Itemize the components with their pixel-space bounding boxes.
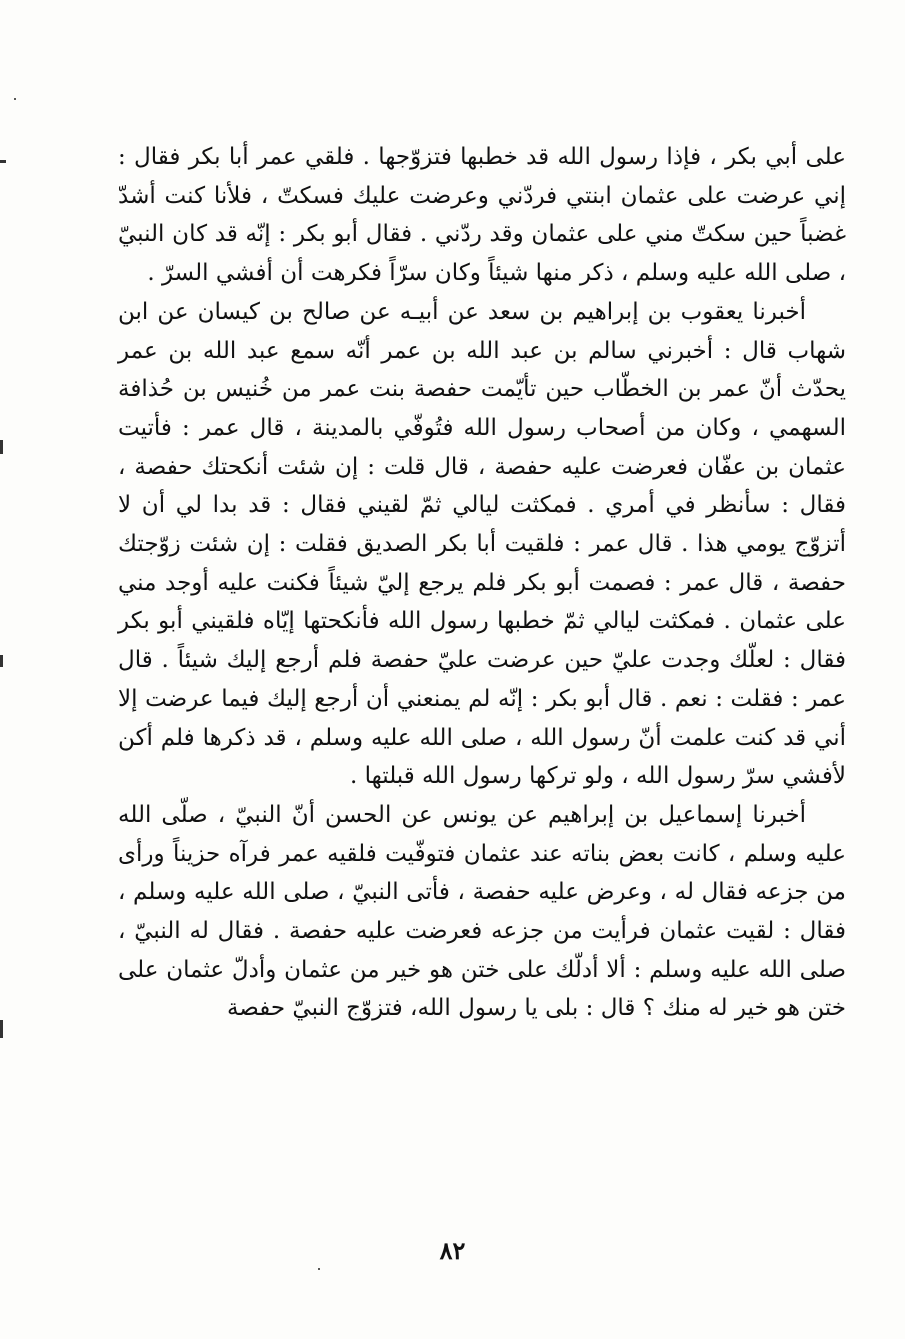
page-number: ٨٢: [439, 1236, 466, 1265]
body-text: [118, 138, 846, 1028]
scan-mark: [0, 655, 3, 667]
paragraph-3: أخبرنا إسماعيل بن إبراهيم عن يونس عن الحسن أنّ النبيّ ، صلّى الله عليه وسلم ، كانت بعض بناته عند عثمان فتوفّيت فلقيه عمر فرآه حزيناً ورأى من جزعه فقال له ، وعرض عليه حفصة ، فأتى النبيّ ، صلى الله عليه وسلم ، فقال : لقيت عثمان فرأيت من جزعه فعرضت عليه حفصة . فقال له النبيّ ، صلى الله عليه وسلم : ألا أدلّك على ختن هو خير من عثمان وأدلّ عثمان على ختن هو خير له منك ؟ قال : بلى يا رسول الله، فتزوّج النبيّ حفصة: [118, 801, 846, 1022]
scan-mark: [0, 1020, 3, 1038]
scan-speck: [14, 98, 16, 100]
paragraph-2: أخبرنا يعقوب بن إبراهيم بن سعد عن أبيـه عن صالح بن كيسان عن ابن شهاب قال : أخبرني سالم بن عبد الله بن عمر أنّه سمع عبد الله بن عمر يحدّث أنّ عمر بن الخطّاب حين تأيّمت حفصة بنت عمر من خُنيس بن حُذافة السهمي ، وكان من أصحاب رسول الله فتُوفّي بالمدينة ، قال عمر : فأتيت عثمان بن عفّان فعرضت عليه حفصة ، قال قلت : إن شئت أنكحتك حفصة ، فقال : سأنظر في أمري . فمكثت ليالي ثمّ لقيني فقال : قد بدا لي أن لا أتزوّج يومي هذا . قال عمر : فلقيت أبا بكر الصديق فقلت : إن شئت زوّجتك حفصة ، قال عمر : فصمت أبو بكر فلم يرجع إليّ شيئاً فكنت عليه أوجد مني على عثمان . فمكثت ليالي ثمّ خطبها رسول الله فأنكحتها إيّاه فلقيني أبو بكر فقال : لعلّك وجدت عليّ حين عرضت عليّ حفصة فلم أرجع إليك شيئاً . قال عمر : فقلت : نعم . قال أبو بكر : إنّه لم يمنعني أن أرجع إليك فيما عرضت إلا أني قد كنت علمت أنّ رسول الله ، صلى الله عليه وسلم ، قد ذكرها فلم أكن لأفشي سرّ رسول الله ، ولو تركها رسول الله قبلتها .: [118, 298, 846, 790]
paragraph-1: على أبي بكر ، فإذا رسول الله قد خطبها فتزوّجها . فلقي عمر أبا بكر فقال : إني عرضت على عثمان ابنتي فردّني وعرضت عليك فسكتّ ، فلأنا كنت أشدّ غضباً حين سكتّ مني على عثمان وقد ردّني . فقال أبو بكر : إنّه قد كان النبيّ ، صلى الله عليه وسلم ، ذكر منها شيئاً وكان سرّاً فكرهت أن أفشي السرّ .: [118, 144, 846, 287]
scan-mark: [0, 440, 3, 454]
scan-mark: [0, 160, 6, 163]
scan-speck: [318, 1268, 320, 1270]
